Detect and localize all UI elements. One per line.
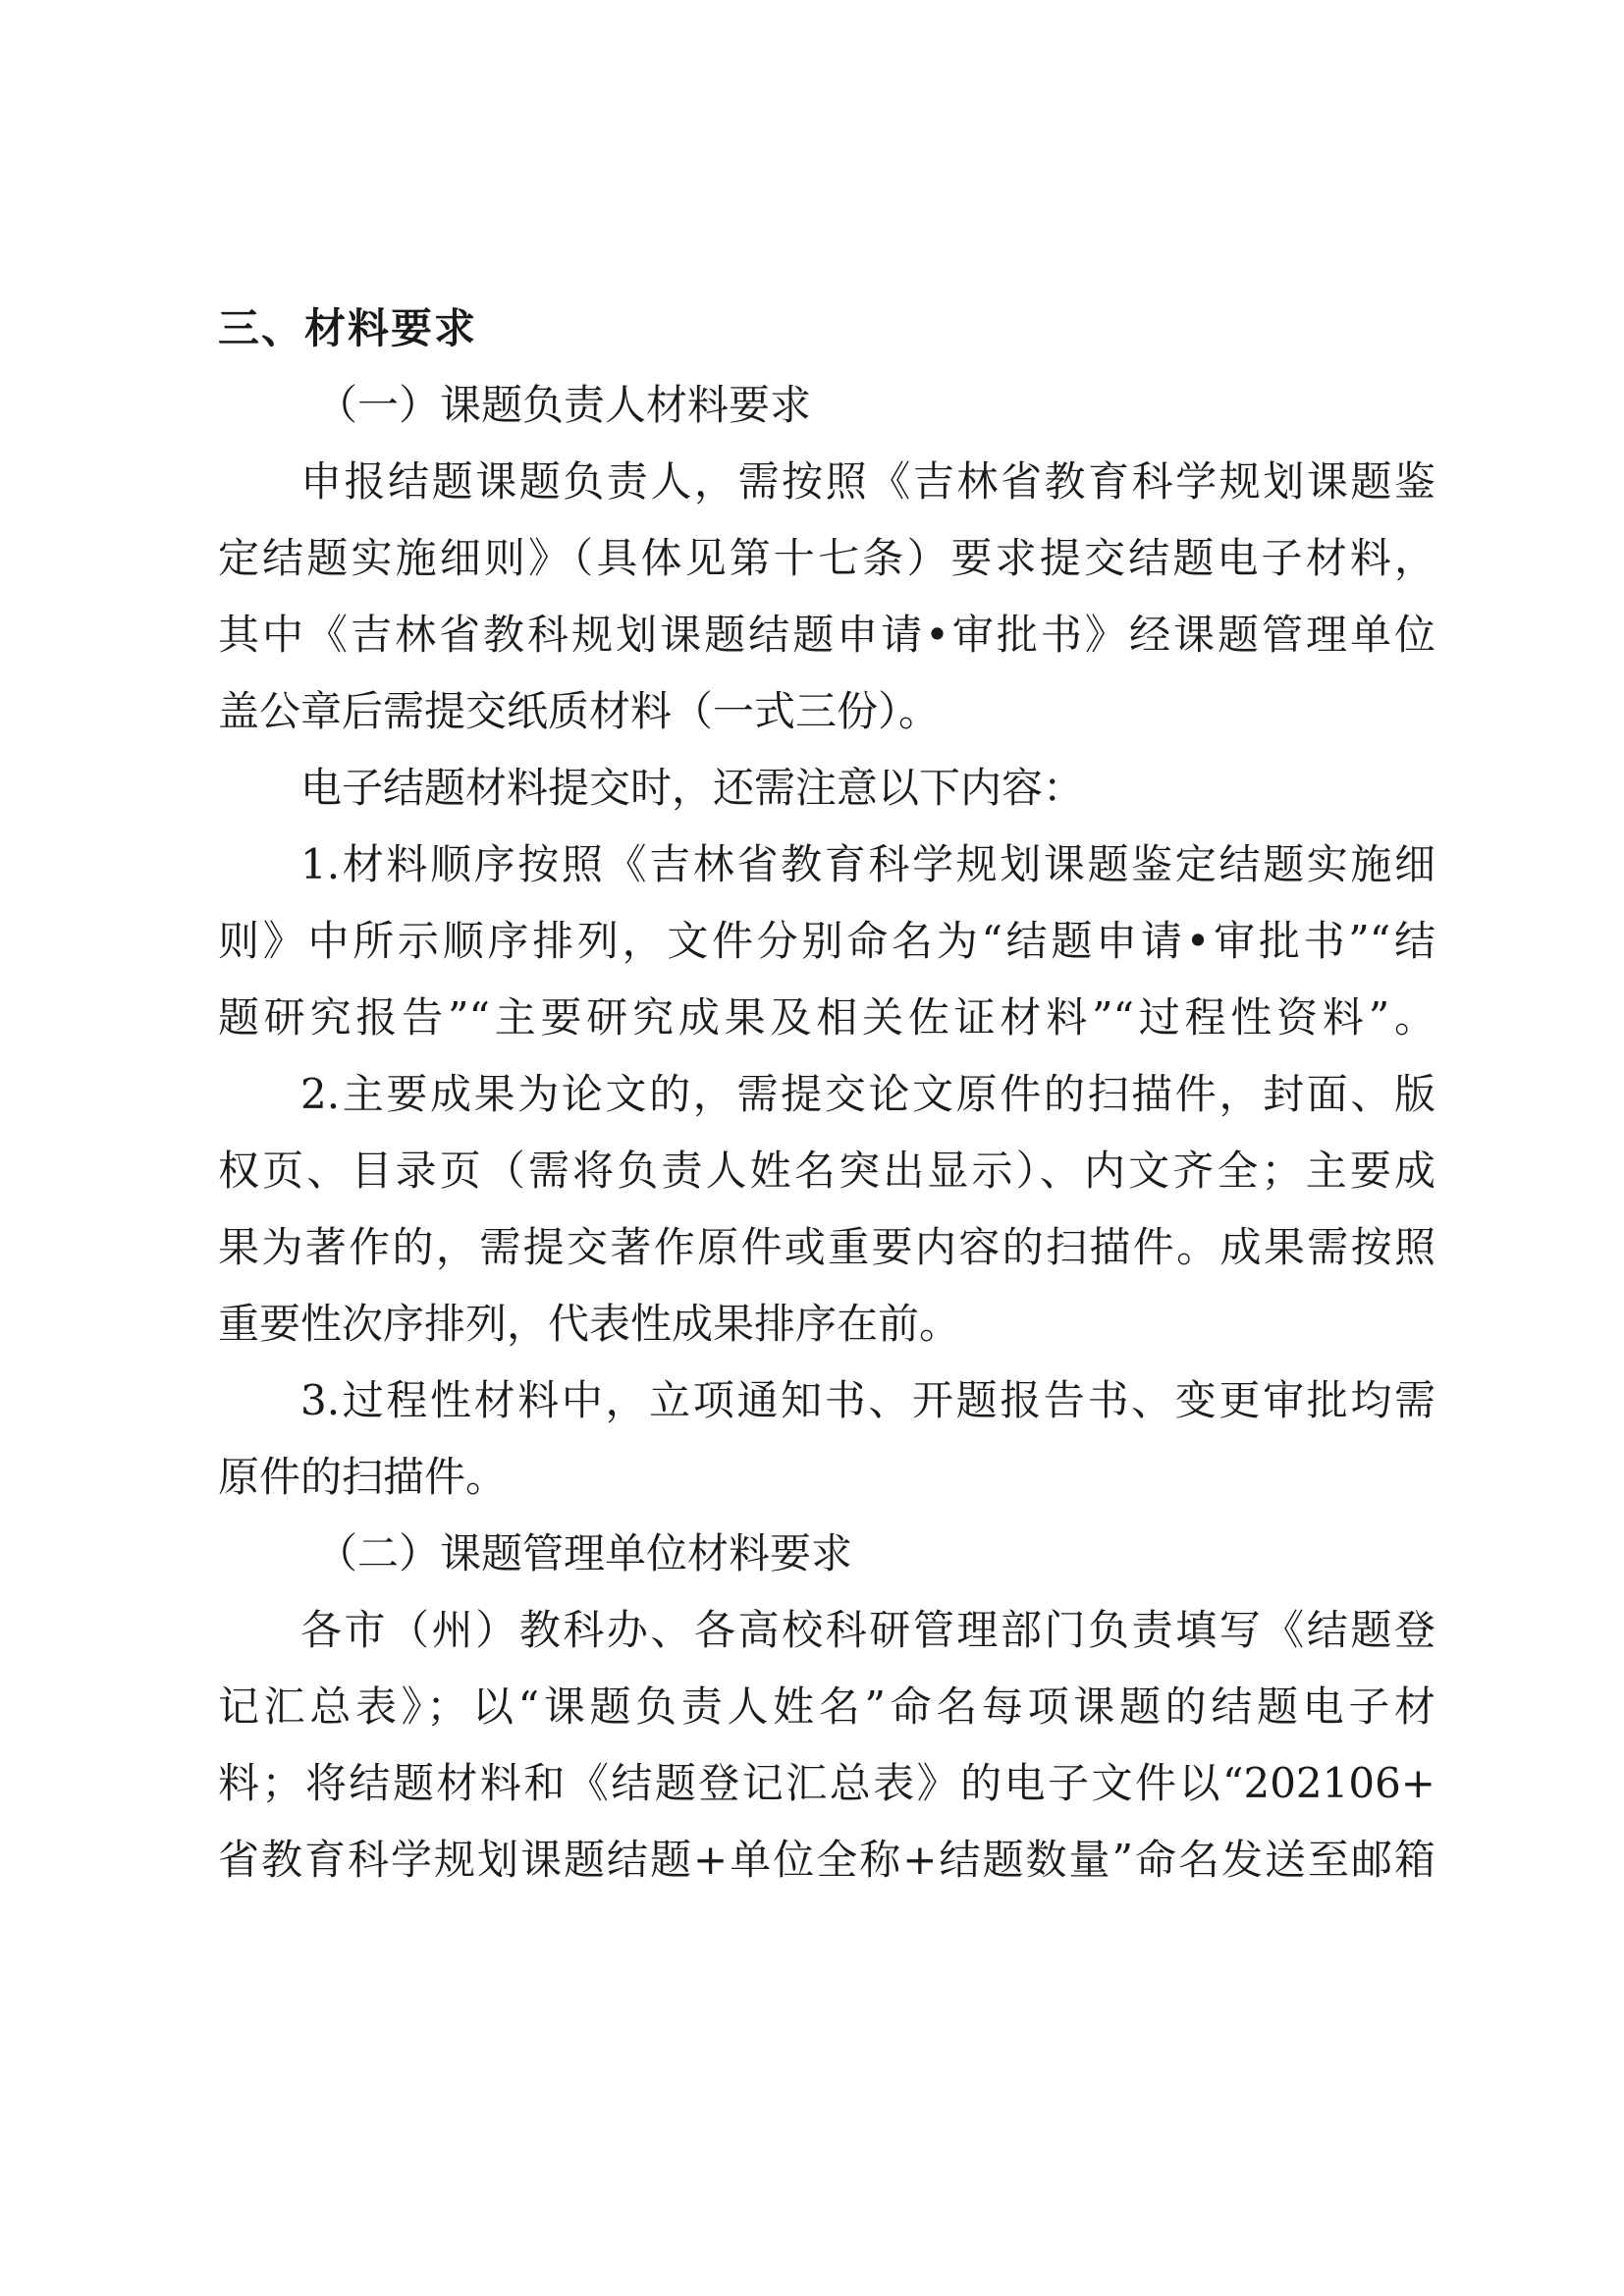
list-item-line: 1.材料顺序按照《吉林省教育科学规划课题鉴定结题实施细 [300, 840, 1435, 888]
document-body [218, 291, 1435, 1898]
list-item-line: 3.过程性材料中，立项通知书、开题报告书、变更审批均需 [300, 1376, 1435, 1424]
list-item-line: 则》中所示顺序排列，文件分别命名为“结题申请•审批书”“结 [218, 917, 1435, 965]
paragraph-line: 申报结题课题负责人，需按照《吉林省教育科学规划课题鉴 [300, 457, 1435, 506]
list-item-line: 权页、目录页（需将负责人姓名突出显示）、内文齐全；主要成 [218, 1147, 1435, 1195]
list-item-line: 原件的扫描件。 [218, 1453, 508, 1501]
section-heading: 三、材料要求 [218, 304, 478, 352]
subsection-heading-2: （二）课题管理单位材料要求 [316, 1529, 853, 1577]
paragraph-line: 定结题实施细则》（具体见第十七条）要求提交结题电子材料， [218, 534, 1435, 582]
paragraph-line: 省教育科学规划课题结题+单位全称+结题数量”命名发送至邮箱 [218, 1836, 1435, 1884]
list-item-line: 2.主要成果为论文的，需提交论文原件的扫描件，封面、版 [300, 1070, 1435, 1118]
paragraph-line: 料；将结题材料和《结题登记汇总表》的电子文件以“202106+ [218, 1759, 1435, 1807]
list-item-line: 题研究报告”“主要研究成果及相关佐证材料”“过程性资料”。 [218, 993, 1435, 1041]
paragraph-line: 盖公章后需提交纸质材料（一式三份）。 [218, 687, 941, 735]
list-item-line: 重要性次序排列，代表性成果排序在前。 [218, 1300, 961, 1348]
paragraph-line: 各市（州）教科办、各高校科研管理部门负责填写《结题登 [300, 1606, 1435, 1654]
paragraph-line: 记汇总表》；以“课题负责人姓名”命名每项课题的结题电子材 [218, 1682, 1435, 1731]
list-item-line: 果为著作的，需提交著作原件或重要内容的扫描件。成果需按照 [218, 1223, 1435, 1271]
paragraph-line: 电子结题材料提交时，还需注意以下内容： [300, 764, 1085, 812]
subsection-heading-1: （一）课题负责人材料要求 [316, 381, 812, 429]
paragraph-line: 其中《吉林省教科规划课题结题申请•审批书》经课题管理单位 [218, 611, 1435, 659]
